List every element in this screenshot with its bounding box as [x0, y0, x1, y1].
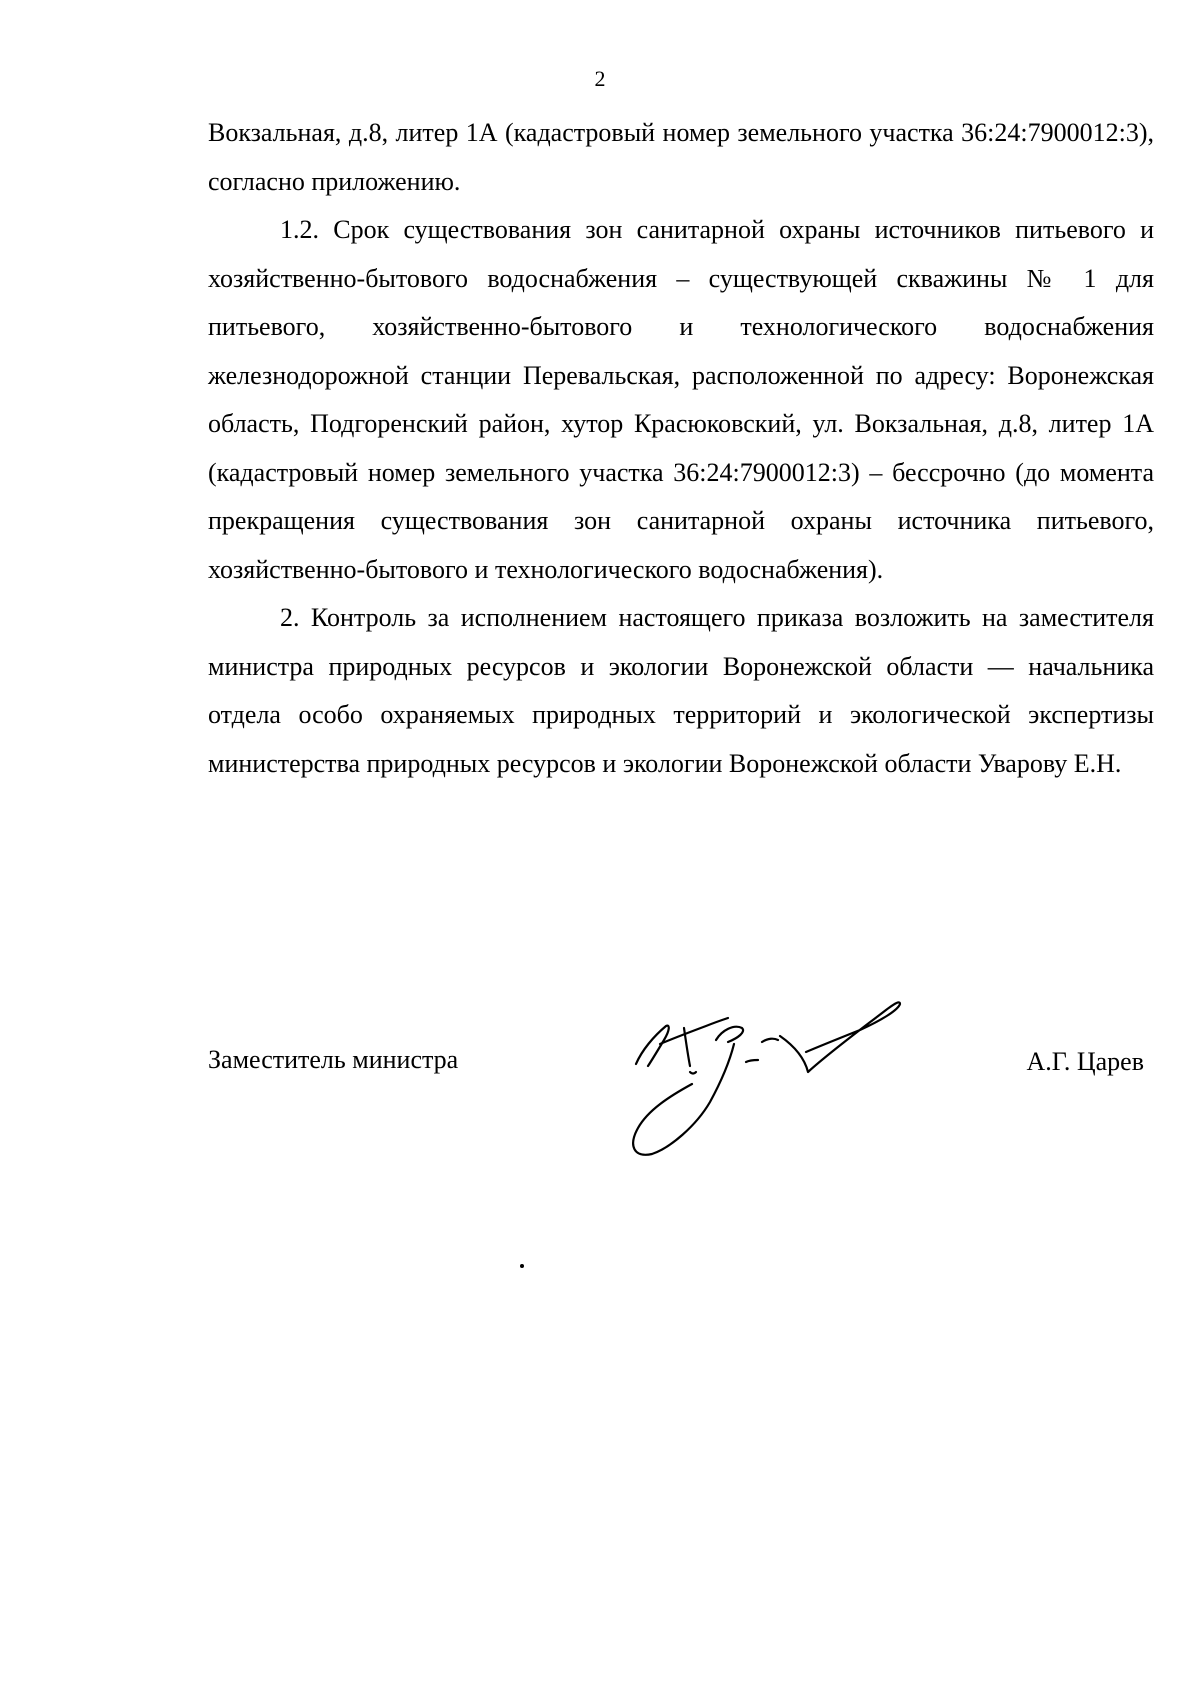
scan-dot [520, 1264, 524, 1268]
handwritten-signature-icon [630, 980, 970, 1160]
paragraph-continuation: Вокзальная, д.8, литер 1А (кадастровый номер земельного участка 36:24:7900012:3), согласно приложению. [208, 118, 1154, 196]
page-number: 2 [594, 66, 606, 91]
signer-name: А.Г. Царев [1026, 1047, 1144, 1076]
signer-title: Заместитель министра [208, 1045, 459, 1074]
document-body [208, 109, 1154, 788]
paragraph-1-2-term: 1.2. Срок существования зон санитарной охраны источников питьевого и хозяйственно-бытового водоснабжения – существующей скважины № 1 для питьевого, хозяйственно-бытового и технологического водоснабжения железнодорожной станции Перевальская, расположенной по адресу: Воронежская область, Подгоренский район, хутор Красюковский, ул. Вокзальная, д.8, литер 1А (кадастровый номер земельного участка 36:24:7900012:3) – бессрочно (до момента прекращения существования зон санитарной охраны источника питьевого, хозяйственно-бытового и технологического водоснабжения). [208, 215, 1154, 584]
paragraph-2-control: 2. Контроль за исполнением настоящего приказа возложить на заместителя министра природных ресурсов и экологии Воронежской области — начальника отдела особо охраняемых природных территорий и экологической экспертизы министерства природных ресурсов и экологии Воронежской области Уварову Е.Н. [208, 603, 1154, 778]
